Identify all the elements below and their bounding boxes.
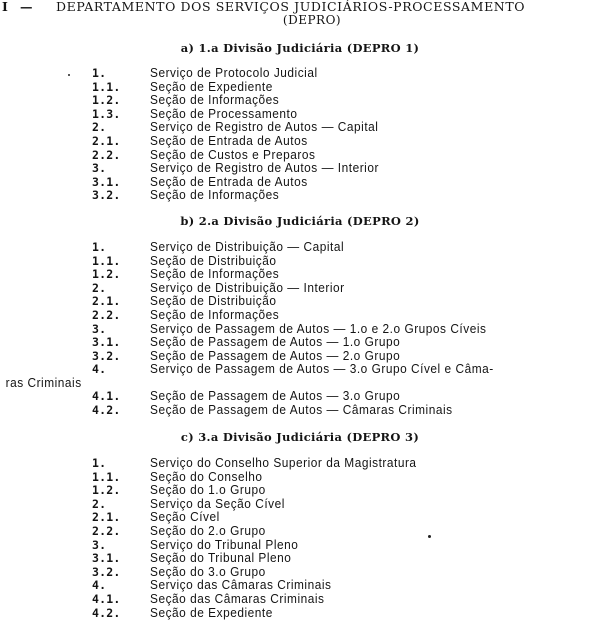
item-number: 3.2.: [92, 564, 121, 579]
item-number: 3.1.: [92, 335, 121, 350]
list-item: [0, 282, 600, 296]
list-item: [0, 149, 600, 163]
list-item: [0, 390, 600, 404]
item-text: Seção do Tribunal Pleno: [150, 551, 292, 566]
item-number: 3.1.: [92, 174, 121, 189]
list-item: [0, 189, 600, 203]
list-item: [0, 135, 600, 149]
list-item: [0, 350, 600, 364]
item-text: Serviço de Registro de Autos — Capital: [150, 120, 379, 135]
list-item: [0, 593, 600, 607]
item-text: Serviço de Distribuição — Capital: [150, 240, 345, 254]
section-list-b: [0, 241, 600, 418]
item-number: 3.: [92, 321, 107, 336]
header-numeral: I: [2, 0, 9, 14]
list-item: [0, 94, 600, 108]
item-text: Serviço do Tribunal Pleno: [150, 537, 299, 552]
item-number: 2.1.: [92, 294, 121, 309]
item-number: 1.2.: [92, 267, 121, 282]
item-number: 1.1.: [92, 79, 121, 94]
item-text: Seção de Distribuição: [150, 294, 277, 309]
item-number: 1.2.: [92, 93, 121, 108]
list-item: [0, 552, 600, 566]
item-text: Seção de Informações: [150, 93, 280, 108]
section-list-c: [0, 457, 600, 620]
item-number: 2.2.: [92, 307, 121, 322]
list-item: [0, 67, 600, 81]
item-text: Serviço das Câmaras Criminais: [150, 578, 332, 593]
item-number: 1.2.: [92, 483, 121, 498]
list-item: [0, 566, 600, 580]
item-number: 2.1.: [92, 510, 121, 525]
item-text: Seção de Expediente: [150, 605, 273, 620]
item-text: Seção de Custos e Preparos: [150, 147, 316, 162]
item-text: Serviço de Passagem de Autos — 1.o e 2.o Grupos Cíveis: [150, 321, 487, 336]
item-number: 1.: [92, 66, 107, 80]
item-text: Seção de Informações: [150, 267, 280, 282]
item-text: Serviço do Conselho Superior da Magistratura: [150, 456, 417, 470]
item-text: Seção do 3.o Grupo: [150, 564, 266, 579]
item-number: 1.1.: [92, 253, 121, 268]
item-text: Seção de Informações: [150, 307, 280, 322]
item-number: 2.2.: [92, 147, 121, 162]
item-text: Seção de Passagem de Autos — 1.o Grupo: [150, 335, 401, 350]
item-text: Seção de Distribuição: [150, 253, 277, 268]
item-number: 4.2.: [92, 605, 121, 620]
item-text: [5, 362, 573, 390]
list-item: [0, 176, 600, 190]
item-number: 4.1.: [92, 591, 121, 606]
list-item: [0, 404, 600, 418]
item-text: Seção de Passagem de Autos — 2.o Grupo: [150, 348, 401, 363]
header-title: DEPARTAMENTO DOS SERVIÇOS JUDICIÁRIOS-PROCESSAMENTO: [56, 0, 526, 14]
item-text: Seção de Expediente: [150, 79, 273, 94]
item-text: Seção de Entrada de Autos: [150, 174, 308, 189]
item-text: Serviço de Distribuição — Interior: [150, 280, 345, 295]
item-number: 4.: [92, 362, 107, 377]
list-item: [0, 498, 600, 512]
list-item: [0, 457, 600, 471]
item-text: Seção de Passagem de Autos — Câmaras Criminais: [150, 402, 453, 417]
list-item: [0, 579, 600, 593]
department-header: [0, 0, 600, 14]
list-item: [0, 241, 600, 255]
item-text: Seção das Câmaras Criminais: [150, 591, 325, 606]
item-text-line: Serviço de Passagem de Autos — 3.o Grupo Cível e Câma-: [150, 362, 494, 377]
section-list-a: [0, 67, 600, 203]
item-text: Serviço da Seção Cível: [150, 496, 285, 511]
item-text: Seção de Entrada de Autos: [150, 133, 308, 148]
list-item: [0, 525, 600, 539]
item-text: Seção do 2.o Grupo: [150, 523, 266, 538]
item-text: Seção de Processamento: [150, 106, 298, 121]
item-text: Seção do 1.o Grupo: [150, 483, 266, 498]
item-text: Serviço de Registro de Autos — Interior: [150, 161, 379, 176]
header-subtitle: (DEPRO): [282, 13, 342, 27]
item-number: 1.3.: [92, 106, 121, 121]
item-text: Seção de Passagem de Autos — 3.o Grupo: [150, 389, 401, 404]
list-item: [0, 309, 600, 323]
item-number: 3.1.: [92, 551, 121, 566]
item-number: 3.: [92, 537, 107, 552]
list-item: [0, 471, 600, 485]
item-number: 1.: [92, 456, 107, 470]
list-item: [0, 363, 600, 390]
item-text-continuation: ras Criminais: [5, 375, 82, 390]
item-text: Serviço de Protocolo Judicial: [150, 66, 318, 80]
list-item: [0, 121, 600, 135]
item-text: Seção do Conselho: [150, 469, 263, 484]
list-item: [0, 268, 600, 282]
list-item: [0, 162, 600, 176]
list-item: [0, 484, 600, 498]
section-title-b: b) 2.a Divisão Judiciária (DEPRO 2): [180, 214, 420, 228]
list-item: [0, 108, 600, 122]
item-number: 3.: [92, 161, 107, 176]
list-item: [0, 511, 600, 525]
item-number: 2.1.: [92, 133, 121, 148]
item-number: 1.: [92, 240, 107, 254]
item-number: 1.1.: [92, 469, 121, 484]
list-item: [0, 295, 600, 309]
print-speck: [68, 74, 70, 76]
list-item: [0, 539, 600, 553]
item-text: Seção Cível: [150, 510, 220, 525]
list-item: [0, 255, 600, 269]
item-number: 2.: [92, 280, 107, 295]
list-item: [0, 323, 600, 337]
item-number: 2.2.: [92, 523, 121, 538]
section-title-c: c) 3.a Divisão Judiciária (DEPRO 3): [180, 430, 420, 444]
print-speck: [428, 535, 431, 538]
item-number: 4.2.: [92, 402, 121, 417]
list-item: [0, 607, 600, 621]
section-title-a: a) 1.a Divisão Judiciária (DEPRO 1): [180, 41, 420, 55]
item-number: 2.: [92, 120, 107, 135]
list-item: [0, 81, 600, 95]
header-dash: —: [20, 0, 34, 14]
item-number: 4.1.: [92, 389, 121, 404]
item-number: 4.: [92, 578, 107, 593]
list-item: [0, 336, 600, 350]
item-text: Seção de Informações: [150, 188, 280, 203]
item-number: 3.2.: [92, 348, 121, 363]
item-number: 3.2.: [92, 188, 121, 203]
item-number: 2.: [92, 496, 107, 511]
